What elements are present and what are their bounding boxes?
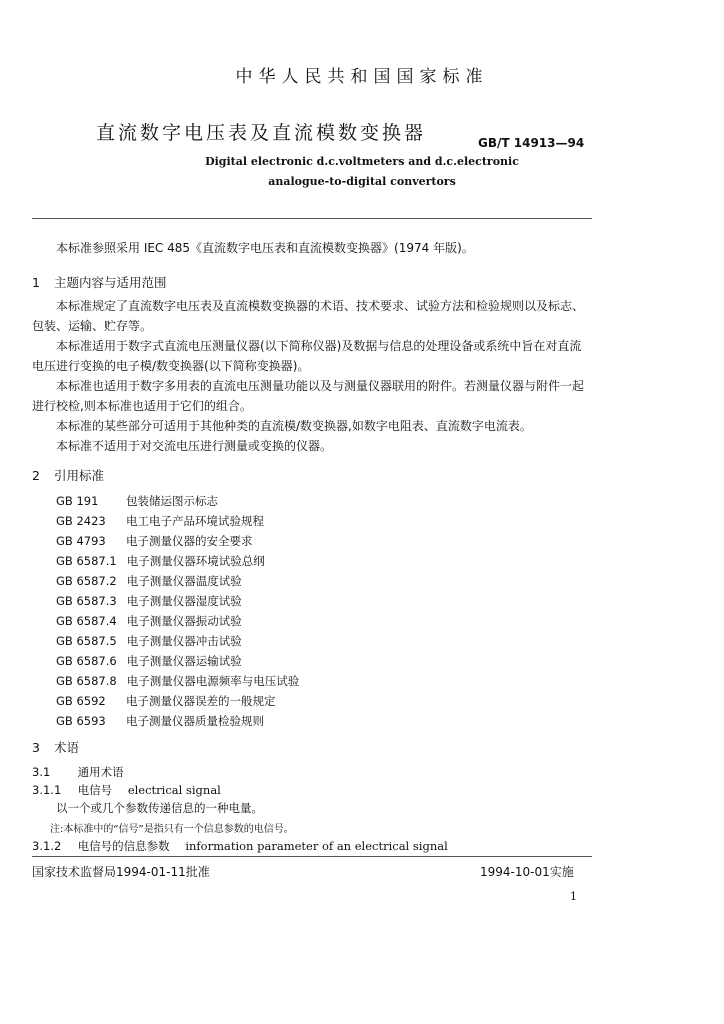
standard-title-cn: 直流数字电压表及直流模数变换器 bbox=[96, 122, 427, 144]
intro-paragraph: 本标准参照采用 IEC 485《直流数字电压表和直流模数变换器》(1974 年版)。 bbox=[56, 241, 474, 255]
list-item bbox=[56, 591, 299, 611]
ref-code: GB 6587.3 bbox=[56, 594, 117, 608]
section-1-para-3: 本标准也适用于数字多用表的直流电压测量功能以及与测量仪器联用的附件。若测量仪器与附件一起进行校检,则本标准也适用于它们的组合。 bbox=[32, 379, 585, 413]
list-item bbox=[56, 551, 299, 571]
term-note: 注:本标准中的“信号”是指只有一个信息参数的电信号。 bbox=[50, 824, 294, 835]
section-1-para-5: 本标准不适用于对交流电压进行测量或变换的仪器。 bbox=[56, 439, 333, 453]
ref-code: GB 191 bbox=[56, 494, 99, 508]
term-definition: 以一个或几个参数传递信息的一种电量。 bbox=[56, 801, 263, 815]
ref-title: 电子测量仪器的安全要求 bbox=[126, 534, 253, 548]
section-number: 2 bbox=[32, 468, 40, 483]
term-cn: 电信号 bbox=[77, 783, 113, 797]
ref-code: GB 6587.8 bbox=[56, 674, 117, 688]
clause-title: 通用术语 bbox=[77, 765, 124, 779]
ref-title: 电子测量仪器振动试验 bbox=[126, 614, 242, 628]
clause-number: 3.1.2 bbox=[32, 839, 62, 853]
list-item bbox=[56, 611, 299, 631]
section-2-heading bbox=[32, 466, 104, 484]
header-divider bbox=[32, 218, 592, 219]
standard-code: GB/T 14913—94 bbox=[478, 136, 585, 150]
clause-number: 3.1.1 bbox=[32, 783, 62, 797]
ref-code: GB 6587.2 bbox=[56, 574, 117, 588]
standard-title-en-line2: analogue-to-digital convertors bbox=[268, 175, 456, 188]
ref-code: GB 6593 bbox=[56, 714, 106, 728]
national-standard-heading: 中华人民共和国国家标准 bbox=[235, 67, 489, 87]
section-title: 术语 bbox=[53, 740, 79, 755]
referenced-standards-list bbox=[56, 491, 299, 731]
ref-code: GB 6587.6 bbox=[56, 654, 117, 668]
ref-title: 电子测量仪器质量检验规则 bbox=[126, 714, 264, 728]
section-number: 3 bbox=[32, 740, 40, 755]
ref-code: GB 6587.1 bbox=[56, 554, 117, 568]
footer-divider bbox=[32, 856, 592, 857]
list-item bbox=[56, 691, 299, 711]
ref-title: 电工电子产品环境试验规程 bbox=[126, 514, 264, 528]
list-item bbox=[56, 531, 299, 551]
ref-title: 电子测量仪器误差的一般规定 bbox=[126, 694, 276, 708]
ref-title: 电子测量仪器湿度试验 bbox=[126, 594, 242, 608]
ref-title: 电子测量仪器电源频率与电压试验 bbox=[126, 674, 300, 688]
ref-title: 电子测量仪器运输试验 bbox=[126, 654, 242, 668]
list-item bbox=[56, 491, 299, 511]
clause-3-1 bbox=[32, 764, 124, 780]
clause-number: 3.1 bbox=[32, 765, 51, 779]
ref-title: 电子测量仪器温度试验 bbox=[126, 574, 242, 588]
term-cn: 电信号的信息参数 bbox=[77, 839, 170, 853]
section-title: 引用标准 bbox=[53, 468, 104, 483]
ref-code: GB 6587.4 bbox=[56, 614, 117, 628]
ref-title: 电子测量仪器冲击试验 bbox=[126, 634, 242, 648]
term-en: electrical signal bbox=[127, 783, 221, 797]
ref-code: GB 2423 bbox=[56, 514, 106, 528]
list-item bbox=[56, 631, 299, 651]
ref-title: 包装储运图示标志 bbox=[126, 494, 218, 508]
section-title: 主题内容与适用范围 bbox=[53, 275, 167, 290]
term-en: information parameter of an electrical signal bbox=[185, 839, 448, 853]
section-1-heading bbox=[32, 273, 167, 291]
page-number: 1 bbox=[570, 890, 577, 903]
ref-code: GB 6587.5 bbox=[56, 634, 117, 648]
standard-title-en-line1: Digital electronic d.c.voltmeters and d.c.electronic bbox=[205, 155, 519, 168]
effective-date: 1994-10-01实施 bbox=[480, 865, 574, 879]
section-3-heading bbox=[32, 738, 79, 756]
section-number: 1 bbox=[32, 275, 40, 290]
section-1-para-2: 本标准适用于数字式直流电压测量仪器(以下简称仪器)及数据与信息的处理设备或系统中旨在对直流电压进行变换的电子模/数变换器(以下简称变换器)。 bbox=[32, 339, 582, 373]
list-item bbox=[56, 711, 299, 731]
ref-code: GB 4793 bbox=[56, 534, 106, 548]
clause-3-1-1 bbox=[32, 782, 221, 798]
section-1-para-1: 本标准规定了直流数字电压表及直流模数变换器的术语、技术要求、试验方法和检验规则以及标志、包装、运输、贮存等。 bbox=[32, 299, 585, 333]
section-1-para-4: 本标准的某些部分可适用于其他种类的直流模/数变换器,如数字电阻表、直流数字电流表。 bbox=[56, 419, 532, 433]
list-item bbox=[56, 651, 299, 671]
list-item bbox=[56, 671, 299, 691]
ref-title: 电子测量仪器环境试验总纲 bbox=[126, 554, 265, 568]
list-item bbox=[56, 571, 299, 591]
issued-date: 国家技术监督局1994-01-11批准 bbox=[32, 865, 210, 879]
ref-code: GB 6592 bbox=[56, 694, 106, 708]
clause-3-1-2 bbox=[32, 838, 448, 854]
list-item bbox=[56, 511, 299, 531]
